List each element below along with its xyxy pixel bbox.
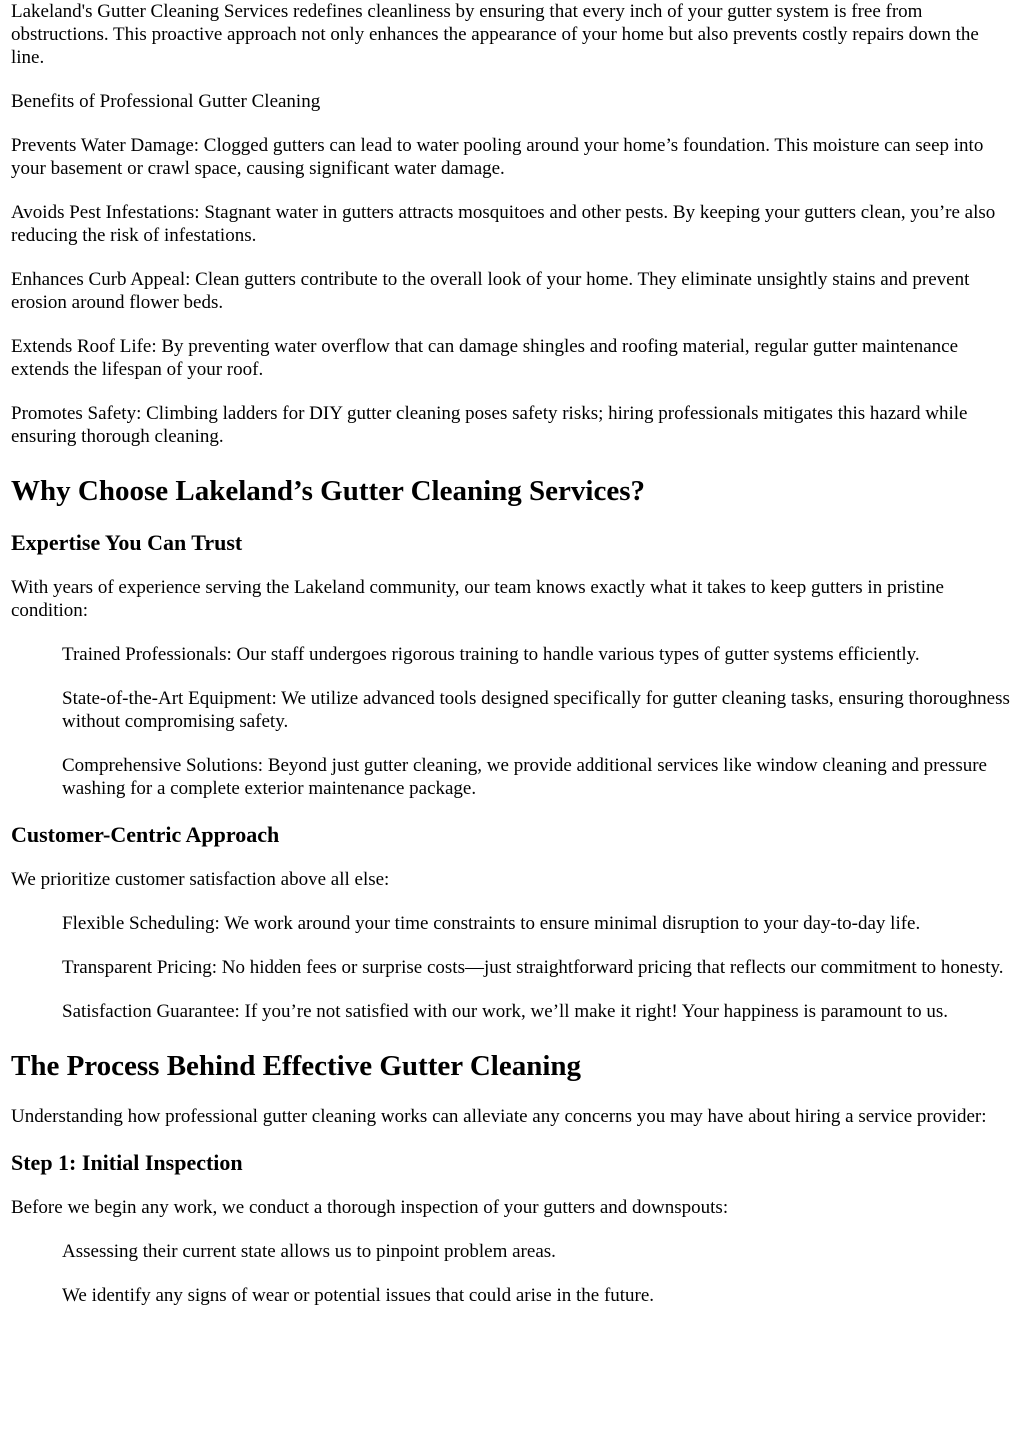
process-intro: Understanding how professional gutter cleaning works can alleviate any concerns you may have about hiring a service provider: xyxy=(11,1106,987,1127)
step-1-item: We identify any signs of wear or potential issues that could arise in the future. xyxy=(62,1285,655,1306)
step-1-intro: Before we begin any work, we conduct a thorough inspection of your gutters and downspouts: xyxy=(11,1197,729,1218)
benefit-curb-appeal: Enhances Curb Appeal: Clean gutters contribute to the overall look of your home. They eliminate unsightly stains and prevent erosion around flower beds. xyxy=(11,269,970,313)
step-1-item: Assessing their current state allows us to pinpoint problem areas. xyxy=(62,1241,556,1262)
customer-intro: We prioritize customer satisfaction above all else: xyxy=(11,869,390,890)
benefit-water-damage: Prevents Water Damage: Clogged gutters can lead to water pooling around your home’s foundation. This moisture can seep into your basement or crawl space, causing significant water damage. xyxy=(11,135,984,179)
heading-step-1: Step 1: Initial Inspection xyxy=(11,1150,243,1175)
heading-process: The Process Behind Effective Gutter Cleaning xyxy=(11,1050,582,1082)
customer-item: Flexible Scheduling: We work around your time constraints to ensure minimal disruption to your day-to-day life. xyxy=(62,913,921,934)
expertise-item: Trained Professionals: Our staff undergoes rigorous training to handle various types of gutter systems efficiently. xyxy=(62,644,920,665)
heading-customer-centric: Customer-Centric Approach xyxy=(11,822,280,847)
expertise-item: Comprehensive Solutions: Beyond just gutter cleaning, we provide additional services like window cleaning and pressure washing for a complete exterior maintenance package. xyxy=(62,755,987,799)
expertise-item: State-of-the-Art Equipment: We utilize advanced tools designed specifically for gutter cleaning tasks, ensuring thoroughness without compromising safety. xyxy=(62,688,1010,732)
customer-item: Transparent Pricing: No hidden fees or surprise costs—just straightforward pricing that reflects our commitment to honesty. xyxy=(62,957,1004,978)
benefit-safety: Promotes Safety: Climbing ladders for DIY gutter cleaning poses safety risks; hiring professionals mitigates this hazard while ensuring thorough cleaning. xyxy=(11,403,968,447)
intro-paragraph: Lakeland's Gutter Cleaning Services redefines cleanliness by ensuring that every inch of your gutter system is free from obstructions. This proactive approach not only enhances the appearance of your home but also prevents costly repairs down the line. xyxy=(11,1,979,68)
heading-why-choose: Why Choose Lakeland’s Gutter Cleaning Services? xyxy=(11,475,645,507)
benefit-pest: Avoids Pest Infestations: Stagnant water in gutters attracts mosquitoes and other pests. By keeping your gutters clean, you’re also reducing the risk of infestations. xyxy=(11,202,996,246)
customer-item: Satisfaction Guarantee: If you’re not satisfied with our work, we’ll make it right! Your happiness is paramount to us. xyxy=(62,1001,948,1022)
benefit-roof-life: Extends Roof Life: By preventing water overflow that can damage shingles and roofing material, regular gutter maintenance extends the lifespan of your roof. xyxy=(11,336,959,380)
benefits-label: Benefits of Professional Gutter Cleaning xyxy=(11,91,321,112)
heading-expertise: Expertise You Can Trust xyxy=(11,530,243,555)
expertise-intro: With years of experience serving the Lakeland community, our team knows exactly what it takes to keep gutters in pristine condition: xyxy=(11,577,944,621)
